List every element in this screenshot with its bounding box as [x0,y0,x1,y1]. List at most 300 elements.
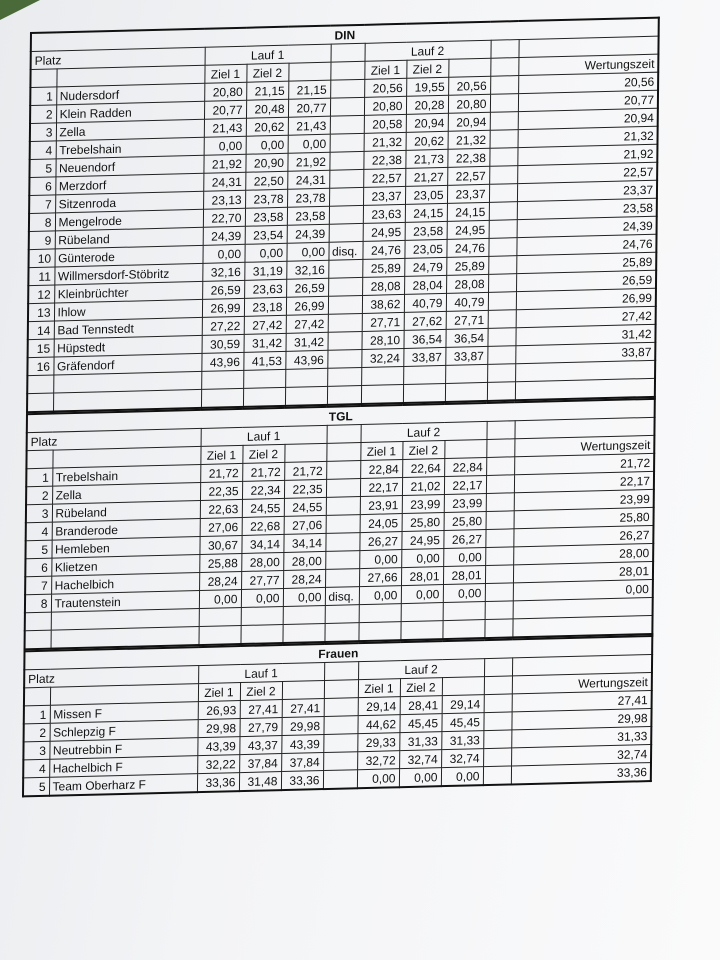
lauf2-best: 0,00 [441,767,483,787]
lauf2-best: 36,54 [445,328,487,347]
lauf2-ziel1: 22,57 [363,168,405,187]
lauf2-ziel2: 20,62 [406,131,448,150]
team-name: Kleinbrüchter [54,281,202,303]
lauf2-best: 23,99 [444,493,486,512]
empty-cell [53,389,201,411]
lauf1-ziel2: 27,42 [244,315,286,334]
team-name: Nudersdorf [56,83,204,105]
note-cell [326,461,360,480]
wertungszeit-header: Wertungszeit [518,54,658,75]
empty-cell [327,425,361,444]
empty-cell [327,368,361,387]
empty-cell [327,386,361,405]
ziel2-header: Ziel 2 [402,440,444,459]
lauf1-ziel2: 27,79 [240,718,282,737]
wertungszeit-cell: 21,92 [517,144,657,165]
lauf2-ziel2: 28,04 [404,275,446,294]
lauf2-ziel2: 20,94 [406,113,448,132]
wertungszeit-cell: 27,42 [516,306,656,327]
wertungszeit-cell: 22,57 [517,162,657,183]
empty-cell [488,292,516,311]
lauf2-best: 27,71 [446,310,488,329]
rank-cell: 10 [29,249,55,268]
rank-cell: 3 [30,123,56,142]
empty-cell [25,612,51,631]
lauf1-ziel1: 22,63 [200,499,242,518]
lauf2-best: 22,57 [447,166,489,185]
team-name: Zella [52,482,200,504]
empty-cell [490,130,518,149]
lauf2-ziel1: 29,33 [357,733,399,752]
empty-cell [445,364,487,383]
lauf2-best: 23,37 [447,184,489,203]
lauf2-best: 25,80 [444,512,486,531]
wertungszeit-cell: 27,41 [512,691,652,712]
empty-cell [25,630,51,649]
wertungszeit-cell: 20,56 [518,72,658,93]
platz-header: Platz [27,428,201,450]
lauf2-ziel1: 22,38 [363,150,405,169]
lauf2-best: 40,79 [446,292,488,311]
empty-cell [285,386,327,406]
empty-cell [199,608,241,627]
lauf2-best: 28,01 [443,566,485,585]
lauf1-ziel1: 26,59 [202,280,244,299]
lauf2-ziel1: 21,32 [364,132,406,151]
lauf1-ziel1: 0,00 [204,136,246,155]
empty-cell [485,529,513,548]
lauf2-best: 29,14 [442,695,484,714]
lauf2-best: 26,27 [443,530,485,549]
empty-cell [442,677,484,696]
empty-cell [201,370,243,389]
ziel1-header: Ziel 1 [360,442,402,461]
empty-cell [486,511,514,530]
team-name: Hemleben [51,537,199,559]
lauf2-best: 28,08 [446,274,488,293]
lauf2-ziel2: 0,00 [399,768,441,788]
lauf1-best: 32,16 [286,260,328,279]
lauf2-ziel1: 28,08 [362,276,404,295]
rank-cell: 2 [30,105,56,124]
empty-cell [361,366,403,385]
lauf1-best: 27,42 [286,314,328,333]
lauf1-ziel2: 23,54 [245,225,287,244]
empty-cell [241,606,283,625]
lauf1-ziel1: 22,70 [203,208,245,227]
results-sheet [22,17,658,798]
empty-cell [489,184,517,203]
ziel2-header: Ziel 2 [240,682,282,701]
empty-cell [488,238,516,257]
platz-header: Platz [24,666,198,688]
lauf1-ziel1: 24,39 [203,226,245,245]
empty-cell [358,622,400,642]
lauf2-ziel2: 28,41 [400,696,442,715]
wertungszeit-cell: 0,00 [513,579,653,600]
empty-cell [324,680,358,699]
lauf2-ziel2: 28,01 [401,567,443,586]
ziel1-header: Ziel 1 [200,445,242,464]
team-name: Rübeland [52,500,200,522]
lauf1-ziel2: 23,58 [245,207,287,226]
empty-cell [51,627,199,649]
empty-cell [445,382,487,402]
note-cell [327,349,361,368]
lauf1-best: 27,41 [282,699,324,718]
note-cell [329,151,363,170]
lauf1-ziel2: 20,90 [245,153,287,172]
wertungszeit-cell: 25,80 [514,507,654,528]
team-name: Klein Radden [56,101,204,123]
lauf1-ziel1: 43,96 [201,352,243,371]
lauf1-ziel1: 32,16 [202,262,244,281]
empty-cell [485,583,513,602]
team-name: Trebelshain [56,137,204,159]
lauf2-ziel2: 21,02 [402,477,444,496]
lauf1-best: 21,92 [287,152,329,171]
lauf1-best: 33,36 [281,771,323,791]
note-cell [323,770,357,789]
lauf2-best: 31,33 [441,731,483,750]
lauf1-ziel2: 34,14 [241,534,283,553]
note-cell [323,752,357,771]
lauf1-ziel1: 22,35 [200,481,242,500]
lauf2-ziel1: 23,37 [363,186,405,205]
empty-cell [487,328,515,347]
lauf2-best: 0,00 [443,584,485,603]
team-name: Merzdorf [55,173,203,195]
platz-header: Platz [31,47,205,69]
lauf2-ziel1: 20,80 [364,96,406,115]
empty-cell [284,443,326,462]
rank-cell: 15 [28,339,54,358]
rank-cell: 6 [25,558,51,577]
lauf2-ziel1: 0,00 [359,550,401,569]
rank-cell: 5 [25,540,51,559]
ziel1-header: Ziel 1 [198,683,240,702]
lauf1-best: 24,55 [284,497,326,516]
lauf2-ziel2: 22,64 [402,459,444,478]
lauf2-ziel1: 23,63 [363,204,405,223]
lauf1-best: 26,59 [286,278,328,297]
lauf2-best: 22,38 [447,148,489,167]
lauf1-best: 24,39 [287,224,329,243]
lauf2-ziel1: 25,89 [362,258,404,277]
wertungszeit-cell: 23,99 [514,489,654,510]
wertungszeit-cell: 23,58 [517,198,657,219]
lauf2-ziel2: 21,27 [405,167,447,186]
section-title: Frauen [24,636,652,670]
empty-cell [483,748,511,767]
empty-cell [443,602,485,621]
lauf1-best: 23,78 [287,188,329,207]
empty-cell [485,601,513,620]
lauf1-ziel2: 31,48 [239,772,281,792]
empty-cell [27,393,53,412]
team-name: Trebelshain [52,464,200,486]
lauf1-ziel2: 22,68 [242,516,284,535]
empty-cell [198,626,240,646]
lauf2-ziel2: 40,79 [404,293,446,312]
empty-cell [359,604,401,623]
note-cell [330,97,364,116]
empty-cell [486,475,514,494]
rank-cell: 13 [28,303,54,322]
empty-cell [486,439,514,458]
empty-cell [490,76,518,95]
empty-cell [30,69,56,88]
note-cell [327,331,361,350]
empty-cell [361,384,403,404]
wertungszeit-cell: 26,99 [516,288,656,309]
empty-cell [487,364,515,383]
lauf1-ziel2: 23,18 [244,297,286,316]
lauf2-ziel1: 20,58 [364,114,406,133]
team-name: Branderode [52,518,200,540]
team-name: Bad Tennstedt [54,317,202,339]
lauf1-ziel2: 20,48 [246,99,288,118]
empty-cell [489,166,517,185]
lauf1-ziel1: 33,36 [197,773,239,793]
lauf1-header: Lauf 1 [198,662,324,683]
lauf2-ziel1: 23,91 [360,496,402,515]
lauf1-ziel1: 26,93 [198,701,240,720]
empty-cell [442,620,484,640]
lauf2-ziel1: 22,84 [360,460,402,479]
lauf2-ziel2: 20,28 [406,95,448,114]
rank-cell: 3 [23,741,49,760]
empty-cell [486,493,514,512]
rank-cell: 7 [25,576,51,595]
note-cell [329,223,363,242]
lauf1-ziel2: 31,19 [244,261,286,280]
empty-cell [243,387,285,407]
note-cell [326,479,360,498]
lauf2-best: 21,32 [448,130,490,149]
empty-cell [486,457,514,476]
lauf1-best: 31,42 [286,332,328,351]
wertungszeit-cell: 31,42 [515,324,655,345]
empty-cell [512,615,652,637]
lauf2-best: 24,15 [447,202,489,221]
lauf1-best: 0,00 [286,242,328,261]
lauf1-ziel1: 0,00 [199,590,241,609]
empty-cell [285,368,327,387]
lauf1-best: 0,00 [288,134,330,153]
lauf2-best: 20,56 [448,76,490,95]
lauf2-best: 24,76 [446,238,488,257]
empty-cell [489,148,517,167]
lauf2-header: Lauf 2 [358,659,484,680]
wertungszeit-cell: 20,94 [518,108,658,129]
lauf2-header: Lauf 2 [361,421,487,442]
empty-cell [448,58,490,77]
lauf1-ziel2: 23,63 [244,279,286,298]
ziel1-header: Ziel 1 [364,60,406,79]
wertungszeit-cell: 23,37 [517,180,657,201]
lauf2-ziel1: 44,62 [357,715,399,734]
lauf2-ziel1: 0,00 [359,586,401,605]
lauf1-ziel2: 21,72 [242,462,284,481]
empty-cell [444,439,486,458]
lauf1-best: 28,00 [283,551,325,570]
wertungszeit-cell: 33,87 [515,342,655,363]
team-name: Mengelrode [55,209,203,231]
wertungszeit-cell: 25,89 [516,252,656,273]
lauf1-ziel2: 28,00 [241,552,283,571]
empty-cell [483,712,511,731]
empty-cell [403,365,445,384]
lauf1-best: 22,35 [284,479,326,498]
lauf1-ziel1: 27,06 [200,517,242,536]
lauf1-ziel2: 23,78 [245,189,287,208]
lauf1-ziel2: 22,34 [242,480,284,499]
lauf1-best: 23,58 [287,206,329,225]
lauf2-ziel2: 27,62 [404,311,446,330]
lauf1-ziel1: 21,92 [203,154,245,173]
rank-cell: 3 [26,504,52,523]
empty-cell [490,94,518,113]
empty-cell [401,603,443,622]
lauf2-ziel2: 24,15 [405,203,447,222]
team-name: Neuendorf [55,155,203,177]
rank-cell: 1 [24,705,50,724]
lauf1-best: 37,84 [281,753,323,772]
rank-cell: 4 [30,141,56,160]
lauf1-ziel1: 30,67 [199,535,241,554]
lauf2-best: 24,95 [447,220,489,239]
wertungszeit-cell: 28,00 [513,543,653,564]
note-cell [328,277,362,296]
wertungszeit-cell: 31,33 [511,727,651,748]
team-name: Missen F [50,702,198,724]
lauf1-ziel1: 30,59 [202,334,244,353]
empty-cell [485,565,513,584]
lauf2-ziel2: 19,55 [406,77,448,96]
empty-cell [27,375,53,394]
lauf2-ziel1: 26,27 [359,532,401,551]
lauf2-ziel2: 23,99 [402,495,444,514]
empty-cell [26,450,52,469]
lauf1-best: 0,00 [283,587,325,606]
empty-cell [490,112,518,131]
lauf1-ziel1: 29,98 [198,719,240,738]
lauf1-ziel2: 43,37 [239,736,281,755]
empty-cell [403,383,445,403]
team-name: Gräfendorf [53,353,201,375]
lauf2-ziel2: 24,79 [404,257,446,276]
note-cell [329,169,363,188]
lauf2-best: 22,84 [444,457,486,476]
wertungszeit-cell: 28,01 [513,561,653,582]
wertungszeit-cell: 33,36 [511,763,651,785]
ziel2-header: Ziel 2 [246,63,288,82]
empty-cell [324,623,358,642]
results-table-tgl [24,398,656,651]
lauf1-best: 24,31 [287,170,329,189]
empty-cell [490,40,518,59]
rank-cell: 1 [30,87,56,106]
empty-cell [484,676,512,695]
note-cell [329,187,363,206]
lauf1-ziel2: 0,00 [246,135,288,154]
lauf2-ziel2: 23,05 [404,239,446,258]
lauf2-ziel1: 0,00 [357,769,399,789]
note-cell [328,295,362,314]
results-table-frauen [22,635,653,797]
lauf2-ziel2: 33,87 [403,347,445,366]
empty-cell [331,43,365,62]
lauf2-best: 0,00 [443,548,485,567]
note-cell [323,734,357,753]
note-cell [323,716,357,735]
empty-cell [484,694,512,713]
lauf1-best: 27,06 [284,515,326,534]
lauf2-header: Lauf 2 [365,40,491,61]
lauf2-ziel1: 28,10 [361,330,403,349]
lauf1-ziel2: 24,55 [242,498,284,517]
wertungszeit-header: Wertungszeit [514,435,654,456]
empty-cell [483,730,511,749]
note-cell [324,698,358,717]
lauf1-best: 20,77 [288,98,330,117]
rank-cell: 14 [28,321,54,340]
note-cell [326,515,360,534]
lauf1-best: 43,39 [281,735,323,754]
empty-cell [324,662,358,681]
lauf1-best: 43,96 [285,350,327,369]
lauf2-ziel1: 24,76 [362,240,404,259]
rank-cell: 4 [23,759,49,778]
lauf2-ziel1: 24,95 [363,222,405,241]
empty-cell [488,274,516,293]
lauf2-best: 33,87 [445,346,487,365]
empty-cell [288,62,330,81]
rank-cell: 8 [29,213,55,232]
team-name: Rübeland [55,227,203,249]
empty-cell [325,605,359,624]
lauf1-ziel2: 37,84 [239,754,281,773]
lauf1-ziel1: 21,72 [200,463,242,482]
lauf1-best: 34,14 [283,533,325,552]
team-name: Zella [56,119,204,141]
lauf1-ziel2: 31,42 [244,333,286,352]
note-cell: disq. [325,587,359,606]
empty-cell [400,621,442,641]
lauf1-best: 28,24 [283,569,325,588]
lauf1-ziel2: 27,77 [241,570,283,589]
wertungszeit-cell: 21,32 [518,126,658,147]
empty-cell [484,658,512,677]
note-cell [328,259,362,278]
ziel1-header: Ziel 1 [358,679,400,698]
team-name: Hüpstedt [54,335,202,357]
lauf1-ziel2: 0,00 [241,588,283,607]
empty-cell [282,623,324,643]
lauf1-ziel1: 32,22 [197,755,239,774]
lauf1-best: 21,15 [288,80,330,99]
empty-cell [487,382,515,401]
rank-cell: 9 [29,231,55,250]
lauf1-ziel1: 0,00 [202,244,244,263]
lauf1-ziel1: 23,13 [203,190,245,209]
wertungszeit-cell: 32,74 [511,745,651,766]
lauf2-ziel2: 23,05 [405,185,447,204]
lauf2-best: 22,17 [444,475,486,494]
results-table-din [26,17,660,414]
rank-cell: 5 [29,159,55,178]
